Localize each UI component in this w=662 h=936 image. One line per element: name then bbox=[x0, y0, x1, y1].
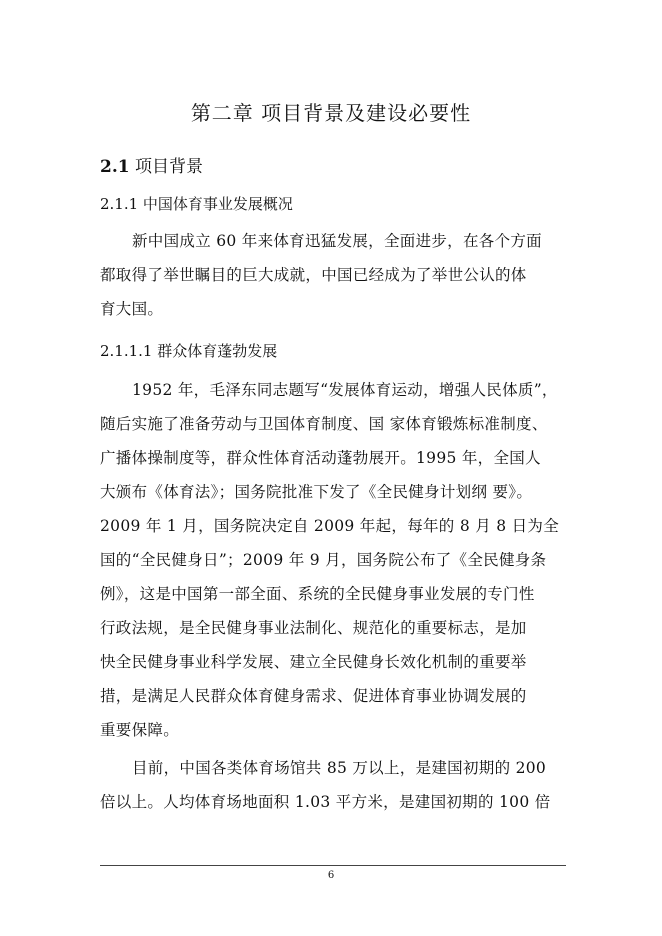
subsubsection-heading: 2.1.1.1 群众体育蓬勃发展 bbox=[100, 342, 278, 360]
page-number: 6 bbox=[327, 870, 335, 881]
paragraph-line: 重要保障。 bbox=[100, 721, 180, 739]
paragraph-line: 快全民健身事业科学发展、建立全民健身长效化机制的重要举 bbox=[100, 653, 527, 671]
paragraph-line: 广播体操制度等，群众性体育活动蓬勃展开。1995 年，全国人 bbox=[100, 449, 541, 467]
section-heading bbox=[100, 152, 203, 177]
footer-rule bbox=[100, 865, 566, 866]
paragraph-line: 2009 年 1 月，国务院决定自 2009 年起，每年的 8 月 8 日为全 bbox=[100, 517, 560, 535]
paragraph-line: 都取得了举世瞩目的巨大成就，中国已经成为了举世公认的体 bbox=[100, 266, 527, 284]
paragraph-line: 倍以上。人均体育场地面积 1.03 平方米，是建国初期的 100 倍 bbox=[100, 793, 551, 811]
paragraph-line: 育大国。 bbox=[100, 300, 164, 318]
paragraph-line: 措，是满足人民群众体育健身需求、促进体育事业协调发展的 bbox=[100, 687, 527, 705]
paragraph-line: 例》，这是中国第一部全面、系统的全民健身事业发展的专门性 bbox=[100, 585, 535, 603]
section-number: 2.1 bbox=[100, 157, 130, 177]
paragraph-line: 新中国成立 60 年来体育迅猛发展，全面进步，在各个方面 bbox=[132, 232, 542, 250]
section-title: 项目背景 bbox=[134, 157, 203, 177]
paragraph-line: 1952 年，毛泽东同志题写“发展体育运动，增强人民体质”， bbox=[132, 381, 558, 399]
subsection-heading: 2.1.1 中国体育事业发展概况 bbox=[100, 195, 293, 213]
paragraph-line: 随后实施了准备劳动与卫国体育制度、国 家体育锻炼标准制度、 bbox=[100, 415, 548, 433]
paragraph-line: 目前，中国各类体育场馆共 85 万以上，是建国初期的 200 bbox=[132, 759, 547, 777]
paragraph-line: 行政法规，是全民健身事业法制化、规范化的重要标志，是加 bbox=[100, 619, 527, 637]
paragraph-line: 国的“全民健身日”；2009 年 9 月，国务院公布了《全民健身条 bbox=[100, 551, 547, 569]
chapter-title: 第二章 项目背景及建设必要性 bbox=[190, 101, 472, 125]
paragraph-line: 大颁布《体育法》；国务院批准下发了《全民健身计划纲 要》。 bbox=[100, 483, 533, 501]
